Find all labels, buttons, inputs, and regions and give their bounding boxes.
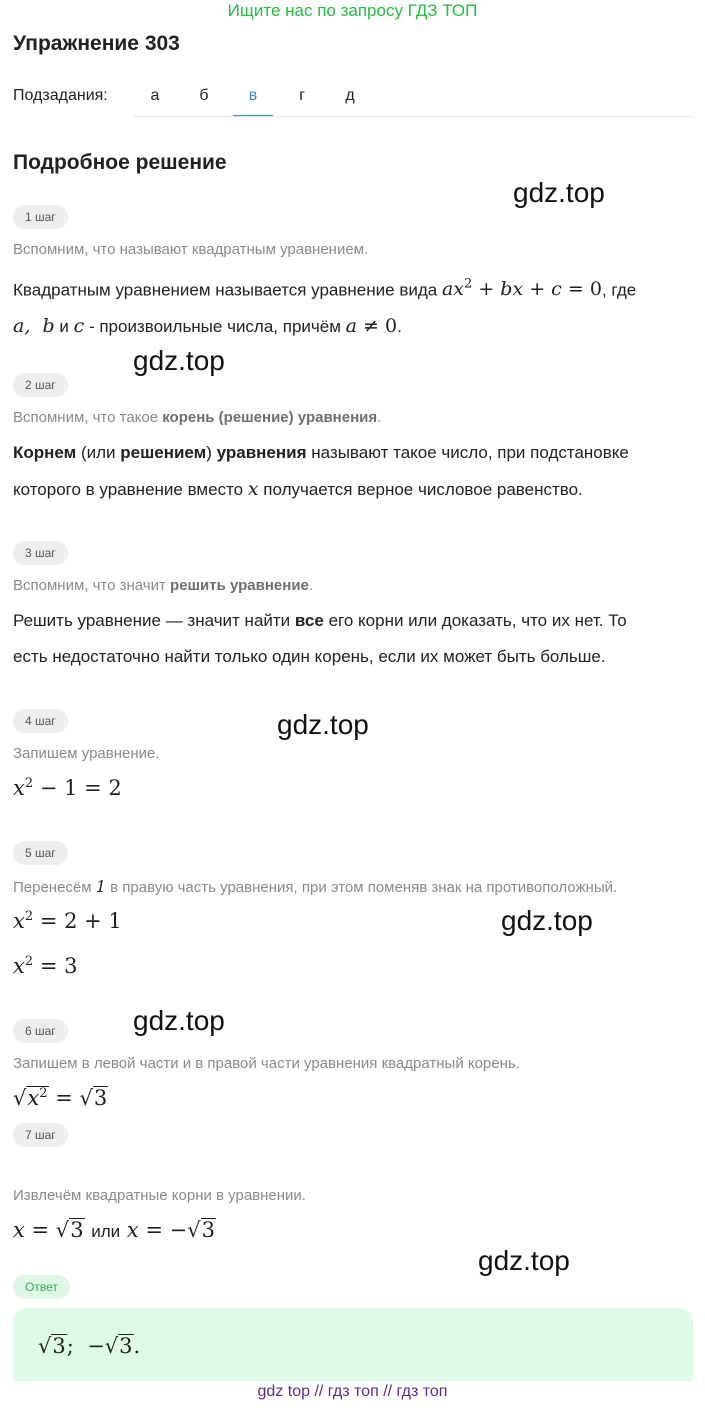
step-badge: 2 шаг xyxy=(13,373,68,397)
section-title: Подробное решение xyxy=(13,151,227,174)
step-badge: 5 шаг xyxy=(13,841,68,865)
step-1-definition: Квадратным уравнением называется уравнение вида $ax^2$ + bx + c = 0, где a, b и c - произвоильные числа, причём a ≠ 0. xyxy=(13,277,637,338)
subtask-tab-g[interactable]: г xyxy=(299,87,305,104)
watermark: gdz.top xyxy=(478,1245,570,1276)
step-2-definition: Корнем (или решением) уравнения называют такое число, при подстановке которого в уравнение вместо x получается верное числовое равенство. xyxy=(13,443,629,500)
watermark: gdz.top xyxy=(133,345,225,376)
equation: $x^2 - 1 = 2$ xyxy=(13,776,122,800)
footer-links: gdz top // гдз топ // гдз топ xyxy=(257,1383,448,1400)
watermark: gdz.top xyxy=(277,709,369,740)
step-hint: Вспомним, что значит решить уравнение. xyxy=(13,577,314,594)
answer-value: √3; −√3. xyxy=(38,1334,141,1358)
step-badge: 4 шаг xyxy=(13,709,68,733)
watermark: gdz.top xyxy=(513,177,605,208)
watermark: gdz.top xyxy=(133,1005,225,1036)
step-badge: 7 шаг xyxy=(13,1123,68,1147)
equation: $x^2 = 2 + 1$ xyxy=(13,909,122,933)
subtask-tab-v-active[interactable]: в xyxy=(233,87,273,117)
step-hint: Извлечём квадратные корни в уравнении. xyxy=(13,1187,306,1204)
watermark: gdz.top xyxy=(501,905,593,936)
answer-badge: Ответ xyxy=(13,1275,70,1299)
step-3-definition: Решить уравнение — значит найти все его корни или доказать, что их нет. То есть недостаточно найти только один корень, если их может быть больше. xyxy=(13,611,627,666)
subtask-tab-a[interactable]: а xyxy=(150,87,160,104)
subtask-tab-d[interactable]: д xyxy=(345,87,355,104)
step-hint: Запишем в левой части и в правой части уравнения квадратный корень. xyxy=(13,1055,520,1072)
step-hint: Вспомним, что называют квадратным уравнением. xyxy=(13,241,369,258)
step-badge: 6 шаг xyxy=(13,1019,68,1043)
equation: x = √3 или x = −√3 xyxy=(13,1218,215,1242)
subtask-tab-b[interactable]: б xyxy=(199,87,209,104)
search-banner: Ищите нас по запросу ГДЗ ТОП xyxy=(227,1,478,20)
subtasks-label: Подзадания: xyxy=(13,87,108,104)
equation: $√x^2 = √3$ xyxy=(13,1086,108,1110)
tabs-divider xyxy=(134,116,693,117)
step-hint: Перенесём 1 в правую часть уравнения, при этом поменяв знак на противоположный. xyxy=(13,877,618,896)
step-badge: 1 шаг xyxy=(13,205,68,229)
step-hint: Вспомним, что такое корень (решение) уравнения. xyxy=(13,409,382,426)
equation: $x^2 = 3$ xyxy=(13,954,78,978)
step-hint: Запишем уравнение. xyxy=(13,745,160,762)
step-badge: 3 шаг xyxy=(13,541,68,565)
exercise-title: Упражнение 303 xyxy=(13,32,180,55)
